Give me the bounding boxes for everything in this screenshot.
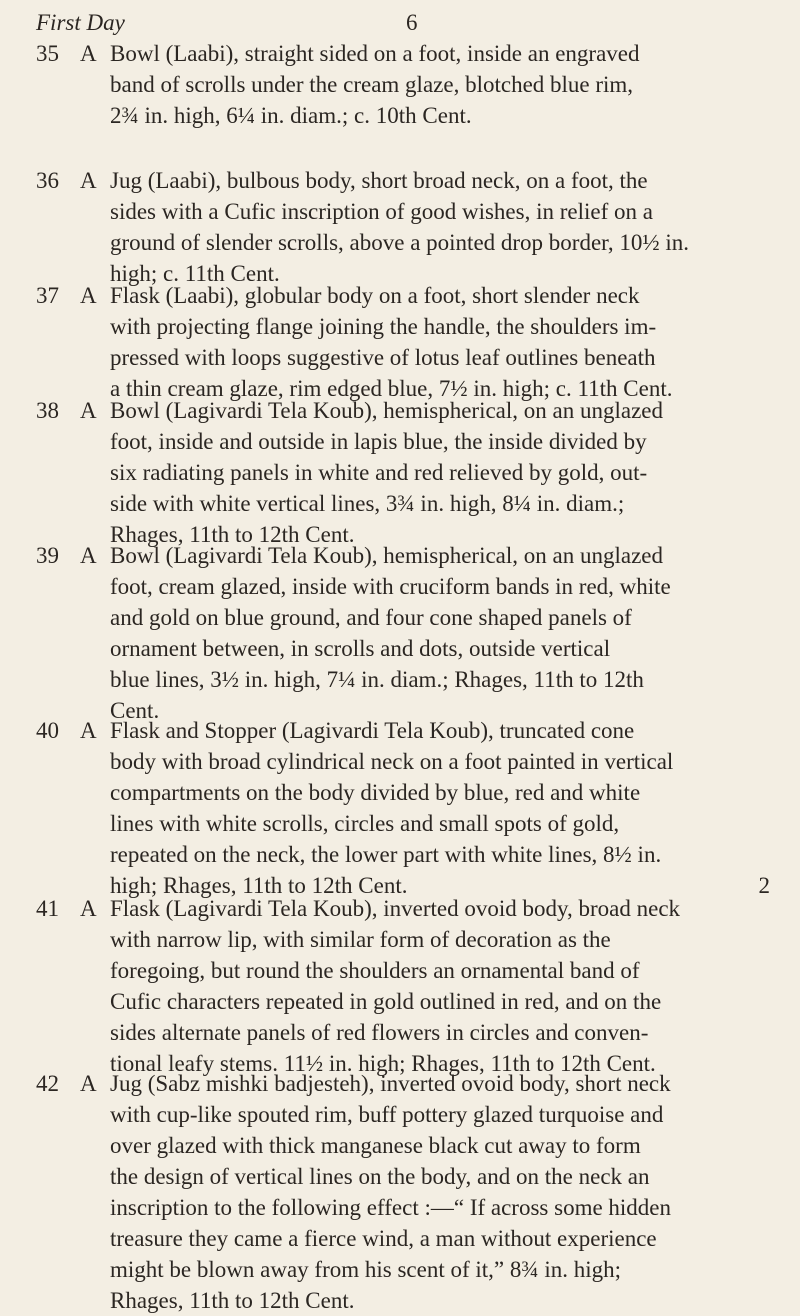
entry-description: [110, 38, 776, 131]
entry-line: ornament between, in scrolls and dots, outside vertical: [110, 636, 611, 661]
entry-line: sides alternate panels of red flowers in circles and conven-: [110, 1020, 649, 1045]
entry-article: A: [80, 41, 97, 66]
entry-article: A: [80, 168, 97, 193]
entry-line: Rhages, 11th to 12th Cent.: [110, 1288, 355, 1313]
entry-line: foot, inside and outside in lapis blue, the inside divided by: [110, 429, 647, 454]
entry-line: and gold on blue ground, and four cone shaped panels of: [110, 605, 632, 630]
entry-article: A: [80, 543, 97, 568]
entry-line: foregoing, but round the shoulders an ornamental band of: [110, 958, 640, 983]
entry-line: with narrow lip, with similar form of decoration as the: [110, 927, 611, 952]
entry-line: Flask (Laabi), globular body on a foot, short slender neck: [110, 283, 640, 308]
catalogue-entry-37: [36, 280, 776, 404]
running-title: First Day: [36, 10, 125, 35]
entry-line: Jug (Laabi), bulbous body, short broad neck, on a foot, the: [110, 168, 648, 193]
catalogue-entry-38: [36, 395, 776, 550]
entry-line: Jug (Sabz mishki badjesteh), inverted ovoid body, short neck: [110, 1071, 671, 1096]
entry-number: 37: [36, 283, 59, 308]
entry-description: [110, 280, 776, 404]
entry-article: A: [80, 1071, 97, 1096]
entry-line: ground of slender scrolls, above a pointed drop border, 10½ in.: [110, 230, 690, 255]
margin-mark: 2: [758, 873, 770, 898]
entry-article: A: [80, 896, 97, 921]
entry-number: 41: [36, 896, 59, 921]
entry-line: with projecting flange joining the handle, the shoulders im-: [110, 314, 657, 339]
entry-description: [110, 1068, 776, 1316]
entry-article: A: [80, 398, 97, 423]
entry-line: high; c. 11th Cent.: [110, 261, 280, 286]
entry-line: Cent.: [110, 698, 160, 723]
entry-line: compartments on the body divided by blue, red and white: [110, 780, 641, 805]
page-header: [36, 10, 776, 40]
entry-line: body with broad cylindrical neck on a foot painted in vertical: [110, 749, 674, 774]
entry-description: [110, 715, 776, 901]
entry-line: repeated on the neck, the lower part with white lines, 8½ in.: [110, 842, 662, 867]
entry-line: the design of vertical lines on the body, and on the neck an: [110, 1164, 650, 1189]
catalogue-entry-36: [36, 165, 776, 289]
entry-description: [110, 540, 776, 726]
entry-line: foot, cream glazed, inside with cruciform bands in red, white: [110, 574, 671, 599]
entry-line: tional leafy stems. 11½ in. high; Rhages, 11th to 12th Cent.: [110, 1051, 656, 1076]
catalogue-entry-35: [36, 38, 776, 131]
entry-number: 36: [36, 168, 59, 193]
entry-description: [110, 893, 776, 1079]
page-number: 6: [406, 10, 418, 35]
entry-line: over glazed with thick manganese black cut away to form: [110, 1133, 641, 1158]
catalogue-entry-39: [36, 540, 776, 726]
entry-line: sides with a Cufic inscription of good wishes, in relief on a: [110, 199, 653, 224]
catalogue-entry-42: [36, 1068, 776, 1316]
entry-article: A: [80, 283, 97, 308]
entry-description: [110, 395, 776, 550]
entry-line: treasure they came a fierce wind, a man without experience: [110, 1226, 657, 1251]
entry-line: inscription to the following effect :—“ If across some hidden: [110, 1195, 672, 1220]
entry-line: six radiating panels in white and red relieved by gold, out-: [110, 460, 648, 485]
entry-line: lines with white scrolls, circles and small spots of gold,: [110, 811, 620, 836]
entry-number: 42: [36, 1071, 59, 1096]
entry-number: 40: [36, 718, 59, 743]
entry-number: 39: [36, 543, 59, 568]
catalogue-entry-40: [36, 715, 776, 901]
entry-line: 2¾ in. high, 6¼ in. diam.; c. 10th Cent.: [110, 103, 472, 128]
entry-line: band of scrolls under the cream glaze, blotched blue rim,: [110, 72, 634, 97]
entry-line: Bowl (Lagivardi Tela Koub), hemispherical, on an unglazed: [110, 398, 663, 423]
entry-line: Flask and Stopper (Lagivardi Tela Koub), truncated cone: [110, 718, 635, 743]
entry-number: 35: [36, 41, 59, 66]
entry-number: 38: [36, 398, 59, 423]
entry-line: a thin cream glaze, rim edged blue, 7½ in. high; c. 11th Cent.: [110, 376, 673, 401]
entry-line: Rhages, 11th to 12th Cent.: [110, 522, 355, 547]
entry-line: might be blown away from his scent of it,” 8¾ in. high;: [110, 1257, 622, 1282]
entry-line: Bowl (Lagivardi Tela Koub), hemispherical, on an unglazed: [110, 543, 663, 568]
entry-line: Bowl (Laabi), straight sided on a foot, inside an engraved: [110, 41, 640, 66]
entry-line: blue lines, 3½ in. high, 7¼ in. diam.; Rhages, 11th to 12th: [110, 667, 644, 692]
entry-article: A: [80, 718, 97, 743]
entry-line: high; Rhages, 11th to 12th Cent.: [110, 873, 408, 898]
entry-line: pressed with loops suggestive of lotus leaf outlines beneath: [110, 345, 656, 370]
entry-line: side with white vertical lines, 3¾ in. high, 8¼ in. diam.;: [110, 491, 625, 516]
entry-line: Cufic characters repeated in gold outlined in red, and on the: [110, 989, 662, 1014]
entry-line: Flask (Lagivardi Tela Koub), inverted ovoid body, broad neck: [110, 896, 681, 921]
entry-description: [110, 165, 776, 289]
catalogue-entry-41: [36, 893, 776, 1079]
entry-line: with cup-like spouted rim, buff pottery glazed turquoise and: [110, 1102, 664, 1127]
